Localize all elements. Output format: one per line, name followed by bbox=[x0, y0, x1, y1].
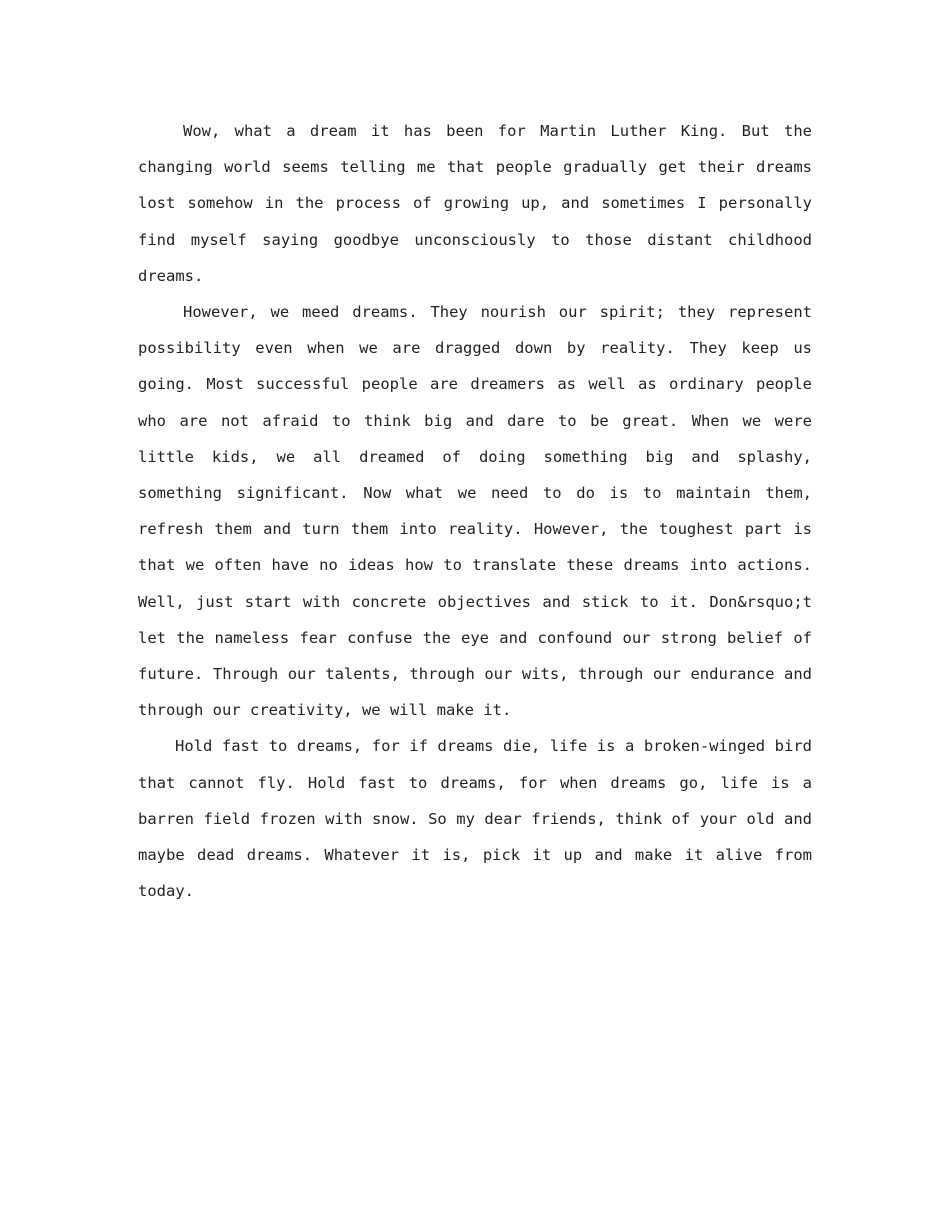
document-body bbox=[138, 113, 812, 909]
paragraph-3: Hold fast to dreams, for if dreams die, life is a broken-winged bird that cannot fly. Hold fast to dreams, for when dreams go, life is a barren field frozen with snow. So my dear friends, think of your old and maybe dead dreams. Whatever it is, pick it up and make it alive from today. bbox=[138, 737, 812, 901]
paragraph-1: Wow, what a dream it has been for Martin Luther King. But the changing world seems telling me that people gradually get their dreams lost somehow in the process of growing up, and sometimes I personally find myself saying goodbye unconsciously to those distant childhood dreams. bbox=[138, 122, 812, 285]
paragraph-2: However, we meed dreams. They nourish our spirit; they represent possibility even when we are dragged down by reality. They keep us going. Most successful people are dreamers as well as ordinary people who are not afraid to think big and dare to be great. When we were little kids, we all dreamed of doing something big and splashy, something significant. Now what we need to do is to maintain them, refresh them and turn them into reality. However, the toughest part is that we often have no ideas how to translate these dreams into actions. Well, just start with concrete objectives and stick to it. Don&rsquo;t let the nameless fear confuse the eye and confound our strong belief of future. Through our talents, through our wits, through our endurance and through our creativity, we will make it. bbox=[138, 303, 812, 720]
